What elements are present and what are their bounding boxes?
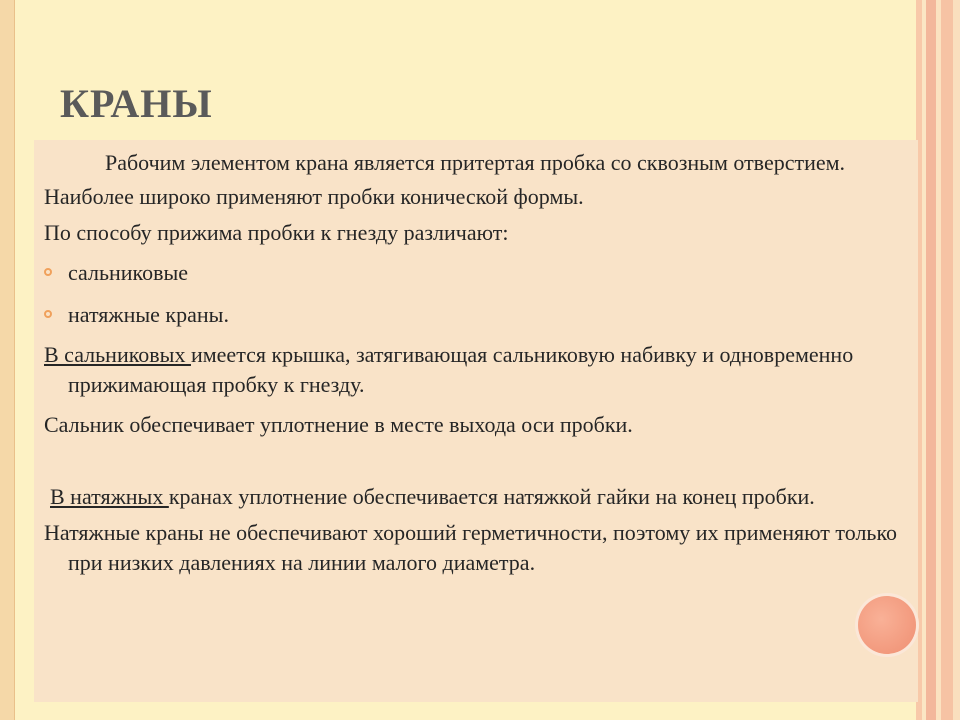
decorative-circle — [858, 596, 916, 654]
underlined-term: В сальниковых — [44, 342, 191, 367]
stripe — [953, 0, 960, 720]
left-border-band — [0, 0, 15, 720]
bullet-circle-icon — [44, 310, 52, 318]
underlined-term: В натяжных — [50, 484, 169, 509]
list-item — [44, 300, 906, 330]
list-item-label: сальниковые — [68, 260, 189, 285]
paragraph-working-element: Рабочим элементом крана является притертая пробка со сквозным отверстием. — [104, 150, 846, 175]
stripe — [926, 0, 936, 720]
bullet-circle-icon — [44, 268, 52, 276]
stripe — [941, 0, 953, 720]
slide-title: КРАНЫ — [60, 81, 213, 126]
paragraph-tension-valves — [44, 482, 906, 512]
paragraph-press-method: По способу прижима пробки к гнезду различают: — [44, 220, 509, 245]
paragraph-gland-sealing: Сальник обеспечивает уплотнение в месте выхода оси пробки. — [44, 412, 633, 437]
right-decorative-stripes — [916, 0, 960, 720]
paragraph-gland-valves — [44, 340, 906, 400]
content-box — [34, 140, 918, 702]
paragraph-conical-plugs: Наиболее широко применяют пробки конической формы. — [44, 184, 584, 209]
list-item — [44, 258, 906, 288]
list-item-label: натяжные краны. — [68, 302, 229, 327]
paragraph-text: имеется крышка, затягивающая сальниковую набивку и одновременно прижимающая пробку к гнезду. — [68, 342, 854, 397]
paragraph-tension-limits: Натяжные краны не обеспечивают хороший герметичности, поэтому их применяют только при низких давлениях на линии малого диаметра. — [44, 520, 898, 575]
paragraph-text: кранах уплотнение обеспечивается натяжкой гайки на конец пробки. — [168, 484, 815, 509]
